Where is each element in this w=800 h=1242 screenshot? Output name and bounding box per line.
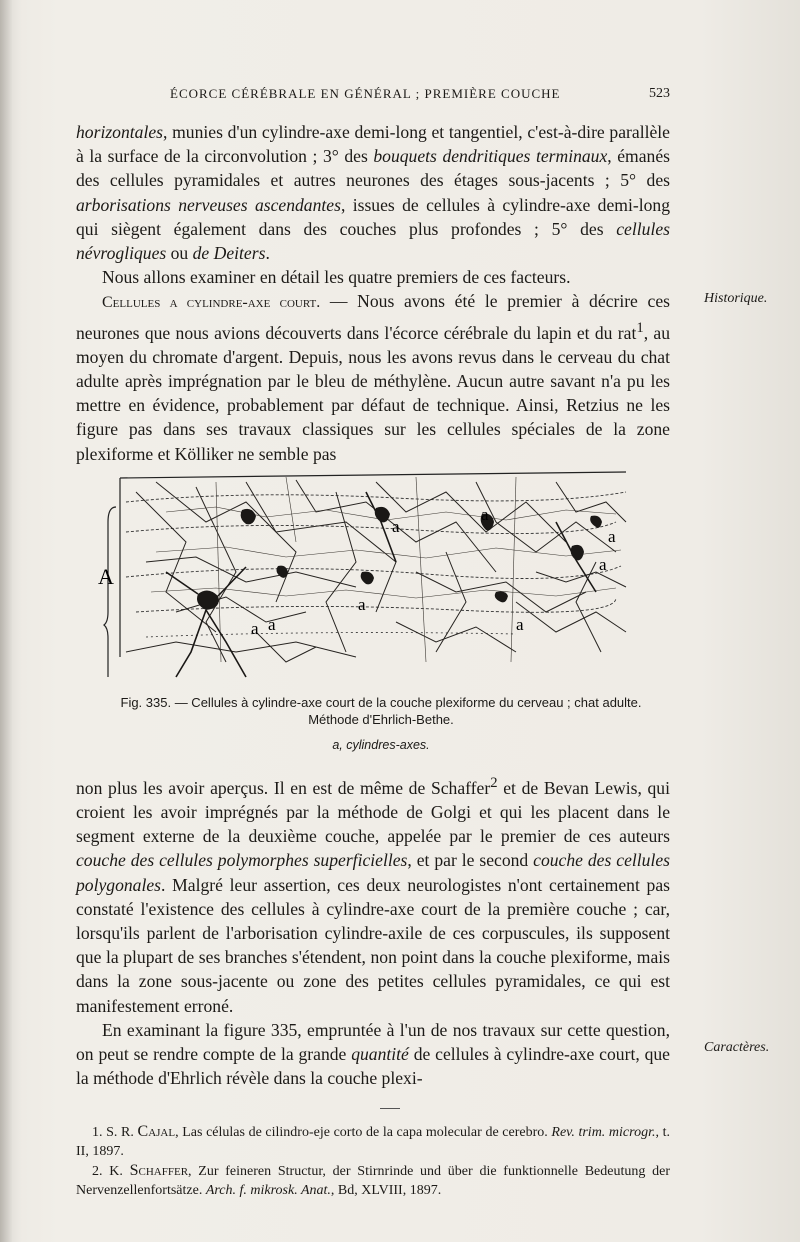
figure-label-a: a (358, 595, 366, 614)
figure-label-A: A (98, 564, 114, 589)
footnotes (76, 1122, 670, 1200)
footnote-1: 1. S. R. Cajal, Las células de cilindro-eje corto de la capa molecular de cerebro. Rev. trim. microgr., t. II, 1897. (76, 1123, 671, 1159)
paragraph-figure-335: En examinant la figure 335, empruntée à l'un de nos travaux sur cette question, on peut se rendre compte de la grande quantité de cellules à cylindre-axe court, que la méthode d'Ehrlich révèle dans la couche plexi- (76, 1019, 670, 1089)
figure-label-a: a (392, 517, 400, 536)
margin-note-caracteres: Caractères. (704, 1040, 770, 1055)
body-text-top (76, 120, 670, 466)
paragraph-continued: horizontales, munies d'un cylindre-axe demi-long et tangentiel, c'est-à-dire parallèle à la surface de la circonvolution ; 3° des bouquets dendritiques terminaux, émanés des cellules pyramidales et autres neurones des étages sous-jacents ; 5° des arborisations nerveuses ascendantes, issues de cellules à cylindre-axe demi-long qui siègent également dans des couches plus profondes ; 5° des cellules névrogliques ou de Deiters. (76, 122, 671, 264)
footnote-divider (380, 1108, 400, 1109)
paragraph-schaffer: non plus les avoir aperçus. Il en est de même de Schaffer$^2$ et de Bevan Lewis, qui croient les avoir imprégnés par la méthode de Golgi et qui les placent dans le segment externe de la deuxième couche, appelée par le premier de ces auteurs couche des cellules polymorphes superficielles, et par le second couche des cellules polygonales. Malgré leur assertion, ces deux neurologistes n'ont certainement pas constaté l'existence des cellules à cylindre-axe court de la première couche ; car, lorsqu'ils parlent de l'arborisation cylindre-axile de ces corpuscules, ils supposent que la plupart de ses branches s'étendent, non point dans la couche plexiforme, mais dans la zone sous-jacente ou zone des petites cellules pyramidales, ce qui est manifestement erroné. (76, 775, 670, 1016)
page-number: 523 (649, 86, 670, 101)
neuron-illustration (96, 462, 656, 692)
figure-label-a: a (599, 555, 607, 574)
figure-label-a: a (608, 527, 616, 546)
section-heading: Cellules a cylindre-axe court. (102, 294, 321, 312)
body-text-bottom (76, 771, 670, 1091)
footnote-2: 2. K. Schaffer, Zur feineren Structur, der Stirnrinde und über die funktionnelle Bedeutung der Nervenzellenfortsätze. Arch. f. mikrosk. Anat., Bd, XLVIII, 1897. (76, 1162, 670, 1198)
figure-caption: Fig. 335. — Cellules à cylindre-axe court de la couche plexiforme du cerveau ; chat adulte. Méthode d'Ehrlich-Bethe. (120, 695, 642, 727)
paragraph-intro: Nous allons examiner en détail les quatre premiers de ces facteurs. (102, 267, 571, 288)
figure-label-a: a (481, 505, 489, 524)
figure-label-a: a (516, 615, 524, 634)
running-head: ÉCORCE CÉRÉBRALE EN GÉNÉRAL ; PREMIÈRE COUCHE (170, 86, 561, 101)
figure-label-a: a (268, 615, 276, 634)
page-binding-shadow (0, 0, 12, 1242)
page-header (110, 86, 690, 108)
footnote-ref-1: 1 (636, 319, 644, 336)
footnote-ref-2: 2 (490, 775, 498, 791)
paragraph-section-short-axon: Cellules a cylindre-axe court. — Nous avons été le premier à décrire ces neurones que nous avions découverts dans l'écorce cérébrale du lapin et du rat$^1$, au moyen du chromate d'argent. Depuis, nous les avons revus dans le cerveau du chat adulte après imprégnation par le bleu de méthylène. Aucun autre savant n'a pu les mettre en évidence, probablement par défaut de technique. Ainsi, Retzius ne les figure pas dans ses travaux classiques sur les cellules spéciales de la zone plexiforme et Kölliker ne semble pas (76, 291, 671, 464)
figure-label-a: a (251, 619, 259, 638)
figure-caption-legend: a, cylindres-axes. (332, 738, 430, 752)
margin-note-historique: Historique. (704, 291, 768, 306)
figure-335 (96, 462, 656, 692)
